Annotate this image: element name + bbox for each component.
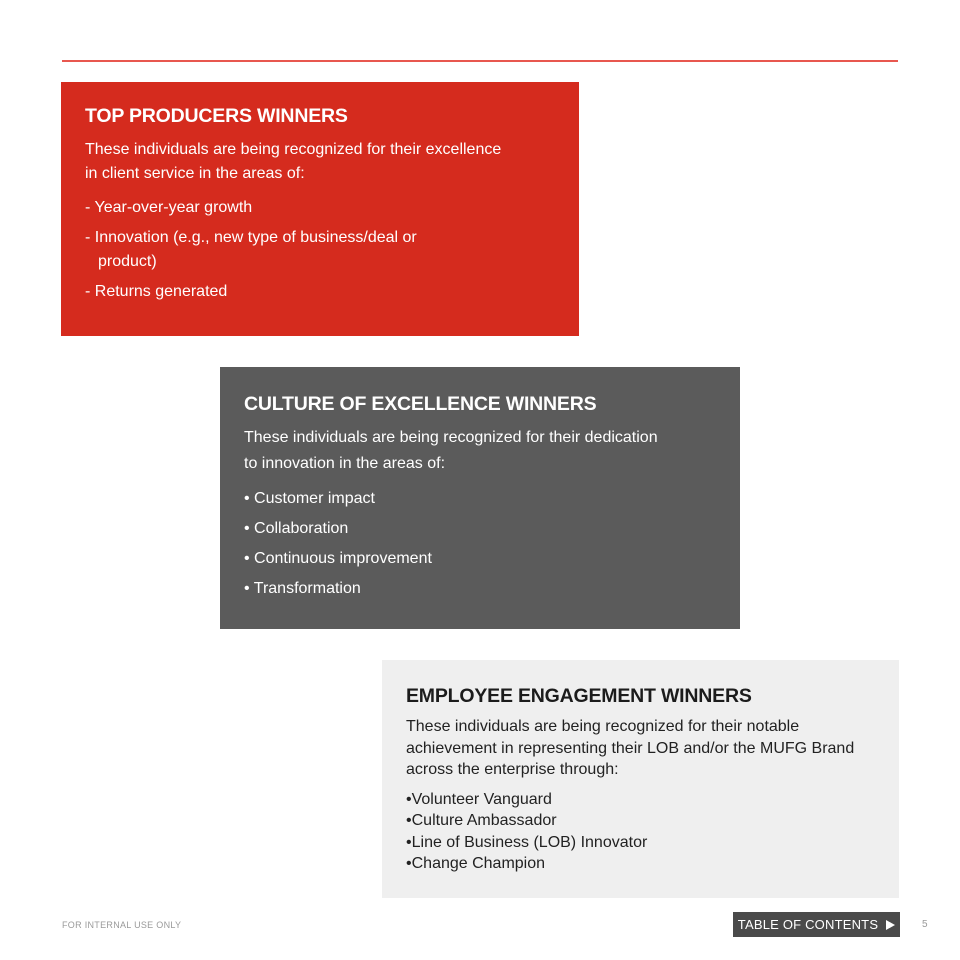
employee-engagement-intro: These individuals are being recognized for their notable achievement in representing their LOB and/or the MUFG Brand across the enterprise through: (406, 718, 855, 778)
list-item: • Transformation (244, 577, 716, 601)
top-producers-intro: These individuals are being recognized for their excellence in client service in the areas of: (85, 141, 502, 182)
list-item: • Customer impact (244, 487, 716, 511)
toc-label: TABLE OF CONTENTS (737, 917, 879, 932)
list-item: • Line of Business (LOB) Innovator (406, 832, 875, 854)
internal-use-label: FOR INTERNAL USE ONLY (62, 920, 182, 930)
top-divider (62, 60, 898, 62)
list-item: • Collaboration (244, 517, 716, 541)
list-item: • Continuous improvement (244, 547, 716, 571)
list-item: - Returns generated (85, 280, 465, 304)
table-of-contents-button[interactable] (733, 912, 900, 937)
list-item: - Year-over-year growth (85, 196, 465, 220)
employee-engagement-list (406, 789, 875, 875)
culture-excellence-title: CULTURE OF EXCELLENCE WINNERS (244, 393, 597, 415)
list-item: - Innovation (e.g., new type of business/deal or product) (85, 226, 465, 274)
list-item: • Culture Ambassador (406, 810, 875, 832)
list-item: • Volunteer Vanguard (406, 789, 875, 811)
list-item: • Change Champion (406, 853, 875, 875)
culture-excellence-list (244, 487, 716, 601)
culture-excellence-intro: These individuals are being recognized for their dedication to innovation in the areas of: (244, 429, 658, 472)
top-producers-title: TOP PRODUCERS WINNERS (85, 105, 348, 127)
culture-excellence-card (220, 367, 740, 629)
top-producers-card (61, 82, 579, 336)
page-number: 5 (922, 919, 928, 930)
employee-engagement-title: EMPLOYEE ENGAGEMENT WINNERS (406, 685, 752, 707)
play-arrow-icon (886, 920, 895, 930)
top-producers-list (85, 196, 555, 304)
employee-engagement-card (382, 660, 899, 898)
